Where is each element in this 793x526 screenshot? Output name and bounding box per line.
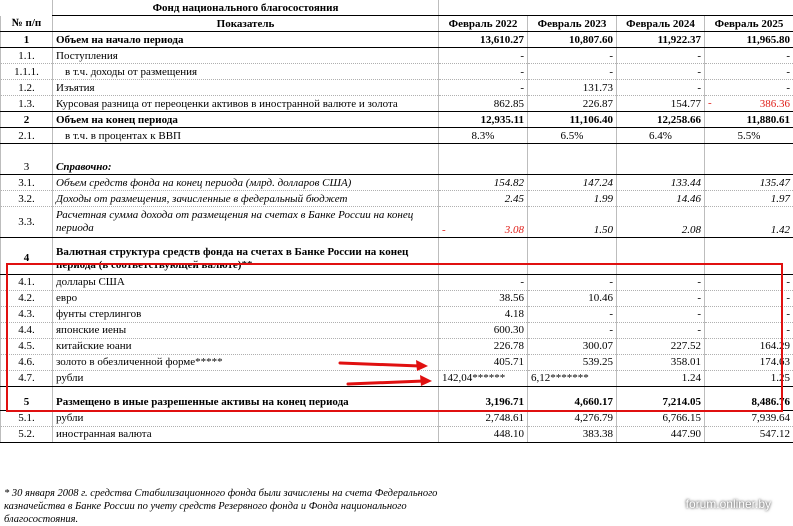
negative-sign: - <box>442 224 446 236</box>
header-row <box>1 16 793 32</box>
row-label: фунты стерлингов <box>53 306 439 322</box>
row-label: в т.ч. доходы от размещения <box>53 64 439 80</box>
row-num: 4.7. <box>1 370 53 386</box>
value-2022: - <box>439 48 528 64</box>
table-row <box>1 80 793 96</box>
value-2024: - <box>617 64 705 80</box>
table-row <box>1 410 793 426</box>
value-2022: 226.78 <box>439 338 528 354</box>
title-row <box>1 0 793 16</box>
row-label: китайские юани <box>53 338 439 354</box>
negative-sign: - <box>708 97 712 109</box>
table-row <box>1 159 793 175</box>
table-row <box>1 322 793 338</box>
value-2022: - <box>439 64 528 80</box>
negative-value: 386.36 <box>759 97 790 110</box>
table-row <box>1 96 793 112</box>
value-2024: 1.24 <box>617 370 705 386</box>
row-label: Валютная структура средств фонда на счетах в Банке России на конец периода (в соответствующей валюте)** <box>53 244 439 275</box>
value-2024: - <box>617 48 705 64</box>
value-2022: 142,04****** <box>439 370 528 386</box>
value-2023: 1.99 <box>528 191 617 207</box>
value-2023: 147.24 <box>528 175 617 191</box>
value-2025: 1.42 <box>705 207 793 238</box>
row-num: 4.6. <box>1 354 53 370</box>
value-2022: 4.18 <box>439 306 528 322</box>
value-2025: 8,486.76 <box>705 395 793 411</box>
value-2024: 227.52 <box>617 338 705 354</box>
row-num: 5.1. <box>1 410 53 426</box>
row-num: 3 <box>1 159 53 175</box>
value-2023: - <box>528 48 617 64</box>
value-2025: 164.29 <box>705 338 793 354</box>
value-2022: 3,196.71 <box>439 395 528 411</box>
row-label: Курсовая разница от переоценки активов в иностранной валюте и золота <box>53 96 439 112</box>
watermark: forum.onliner.by <box>685 497 771 511</box>
value-2025: 547.12 <box>705 426 793 442</box>
row-label: золото в обезличенной форме***** <box>53 354 439 370</box>
row-num: 3.2. <box>1 191 53 207</box>
value-2023: 6.5% <box>528 128 617 144</box>
row-num: 1.1.1. <box>1 64 53 80</box>
row-num: 5.2. <box>1 426 53 442</box>
row-label: евро <box>53 290 439 306</box>
row-label: в т.ч. в процентах к ВВП <box>53 128 439 144</box>
row-num: 3.3. <box>1 207 53 238</box>
row-label: Объем на начало периода <box>53 32 439 48</box>
table-row <box>1 306 793 322</box>
row-num: 4.1. <box>1 274 53 290</box>
value-2022: 154.82 <box>439 175 528 191</box>
row-label: Объем средств фонда на конец периода (млрд. долларов США) <box>53 175 439 191</box>
value-2023: 383.38 <box>528 426 617 442</box>
table-row <box>1 395 793 411</box>
row-label: доллары США <box>53 274 439 290</box>
value-2024: - <box>617 290 705 306</box>
value-2025: 11,880.61 <box>705 112 793 128</box>
value-2023: - <box>528 274 617 290</box>
value-2025: - <box>705 80 793 96</box>
value-2025: 1.25 <box>705 370 793 386</box>
row-num: 4 <box>1 244 53 275</box>
value-2025: 5.5% <box>705 128 793 144</box>
value-2024: 12,258.66 <box>617 112 705 128</box>
row-num: 2 <box>1 112 53 128</box>
header-feb-2024: Февраль 2024 <box>617 16 705 32</box>
row-num: 4.4. <box>1 322 53 338</box>
row-num: 1.3. <box>1 96 53 112</box>
value-2024: 6,766.15 <box>617 410 705 426</box>
table-row <box>1 426 793 442</box>
table-row <box>1 274 793 290</box>
table-row <box>1 290 793 306</box>
table-row <box>1 244 793 275</box>
value-2024: 154.77 <box>617 96 705 112</box>
value-2024: - <box>617 80 705 96</box>
value-2023: 4,660.17 <box>528 395 617 411</box>
value-2022: 13,610.27 <box>439 32 528 48</box>
value-2025: 174.63 <box>705 354 793 370</box>
value-2022: 405.71 <box>439 354 528 370</box>
table-row <box>1 112 793 128</box>
row-num: 1 <box>1 32 53 48</box>
row-label: Объем на конец периода <box>53 112 439 128</box>
value-2025 <box>705 96 793 112</box>
header-num: № п/п <box>1 16 53 32</box>
value-2025: 1.97 <box>705 191 793 207</box>
value-2025: - <box>705 48 793 64</box>
value-2022: - <box>439 274 528 290</box>
table-row <box>1 64 793 80</box>
header-feb-2023: Февраль 2023 <box>528 16 617 32</box>
value-2022 <box>439 207 528 238</box>
header-feb-2025: Февраль 2025 <box>705 16 793 32</box>
row-num: 1.1. <box>1 48 53 64</box>
value-2023: - <box>528 306 617 322</box>
table-title: Фонд национального благосостояния <box>53 0 439 16</box>
row-num: 5 <box>1 395 53 411</box>
row-label: рубли <box>53 410 439 426</box>
spacer-row <box>1 386 793 395</box>
table-row <box>1 207 793 238</box>
negative-value: 3.08 <box>504 224 524 236</box>
value-2023: 6,12******* <box>528 370 617 386</box>
value-2024: 11,922.37 <box>617 32 705 48</box>
value-2024: - <box>617 306 705 322</box>
value-2023: 4,276.79 <box>528 410 617 426</box>
value-2023: 1.50 <box>528 207 617 238</box>
row-num: 4.3. <box>1 306 53 322</box>
spacer-row <box>1 144 793 160</box>
footnote: * 30 января 2008 г. средства Стабилизационного фонда были зачислены на счета Федерального казначейства в Банке России по учету средств Резервного фонда и Фонда национального благосостояния. <box>4 488 438 525</box>
header-indicator: Показатель <box>53 16 439 32</box>
value-2023: 131.73 <box>528 80 617 96</box>
value-2024: 7,214.05 <box>617 395 705 411</box>
value-2023: - <box>528 322 617 338</box>
value-2025: - <box>705 322 793 338</box>
value-2022: 8.3% <box>439 128 528 144</box>
value-2023: 10.46 <box>528 290 617 306</box>
value-2024: 6.4% <box>617 128 705 144</box>
row-label: Поступления <box>53 48 439 64</box>
row-num: 1.2. <box>1 80 53 96</box>
row-label: Размещено в иные разрешенные активы на конец периода <box>53 395 439 411</box>
value-2024: 133.44 <box>617 175 705 191</box>
value-2022: 2,748.61 <box>439 410 528 426</box>
value-2025: - <box>705 290 793 306</box>
value-2025: 135.47 <box>705 175 793 191</box>
row-num: 4.2. <box>1 290 53 306</box>
value-2025: - <box>705 274 793 290</box>
row-label: Изъятия <box>53 80 439 96</box>
value-2022: - <box>439 80 528 96</box>
row-label: иностранная валюта <box>53 426 439 442</box>
value-2024: 2.08 <box>617 207 705 238</box>
value-2023: 539.25 <box>528 354 617 370</box>
value-2024: 358.01 <box>617 354 705 370</box>
value-2022: 600.30 <box>439 322 528 338</box>
row-label: Расчетная сумма дохода от размещения на счетах в Банке России на конец периода <box>53 207 439 238</box>
row-label: Доходы от размещения, зачисленные в федеральный бюджет <box>53 191 439 207</box>
row-label: Справочно: <box>53 159 439 175</box>
value-2025: - <box>705 64 793 80</box>
value-2025: 11,965.80 <box>705 32 793 48</box>
table-row <box>1 48 793 64</box>
row-label: рубли <box>53 370 439 386</box>
value-2025: 7,939.64 <box>705 410 793 426</box>
table-row <box>1 370 793 386</box>
value-2022: 2.45 <box>439 191 528 207</box>
value-2022: 12,935.11 <box>439 112 528 128</box>
value-2023: 11,106.40 <box>528 112 617 128</box>
value-2022: 38.56 <box>439 290 528 306</box>
value-2023: 10,807.60 <box>528 32 617 48</box>
table-row <box>1 191 793 207</box>
value-2025: - <box>705 306 793 322</box>
table-row <box>1 354 793 370</box>
value-2023: - <box>528 64 617 80</box>
row-num: 4.5. <box>1 338 53 354</box>
row-label: японские иены <box>53 322 439 338</box>
value-2024: 14.46 <box>617 191 705 207</box>
table-row <box>1 338 793 354</box>
value-2022: 448.10 <box>439 426 528 442</box>
row-num: 3.1. <box>1 175 53 191</box>
table-row <box>1 175 793 191</box>
table-row <box>1 32 793 48</box>
value-2023: 300.07 <box>528 338 617 354</box>
row-num: 2.1. <box>1 128 53 144</box>
table-row <box>1 128 793 144</box>
value-2024: - <box>617 322 705 338</box>
value-2023: 226.87 <box>528 96 617 112</box>
value-2024: 447.90 <box>617 426 705 442</box>
value-2024: - <box>617 274 705 290</box>
header-feb-2022: Февраль 2022 <box>439 16 528 32</box>
value-2022: 862.85 <box>439 96 528 112</box>
